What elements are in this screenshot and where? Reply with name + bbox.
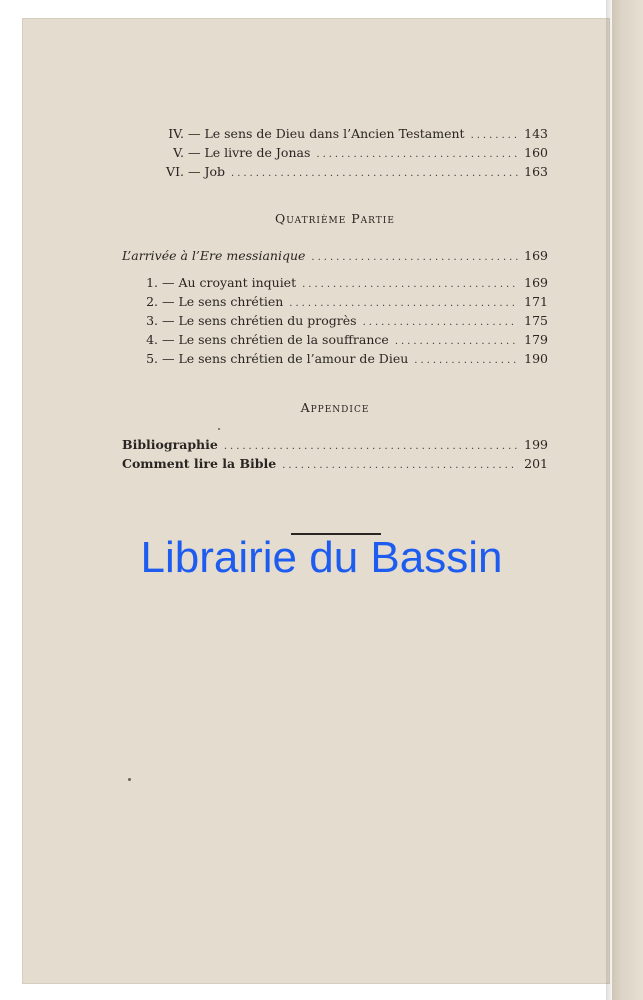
toc-row xyxy=(122,435,548,454)
toc-row-number: 5. xyxy=(146,351,158,366)
toc-row-title: — Le sens chrétien du progrès xyxy=(162,313,357,328)
toc-row-page: 175 xyxy=(524,313,548,328)
toc-row-page: 171 xyxy=(524,294,548,309)
toc-row xyxy=(136,273,548,292)
toc-row-page: 190 xyxy=(524,351,548,366)
toc-row xyxy=(122,454,548,473)
toc-row-title: — Le livre de Jonas xyxy=(188,145,311,160)
toc-row-page: 169 xyxy=(524,275,548,290)
toc-section-part3 xyxy=(150,124,548,181)
toc-row-title: — Job xyxy=(188,164,226,179)
toc-row-number: 2. xyxy=(146,294,158,309)
table-of-contents xyxy=(122,124,548,473)
toc-row-page: 143 xyxy=(524,126,548,141)
toc-dot-leader xyxy=(316,145,518,164)
paper-speck xyxy=(128,778,131,781)
toc-row-number: 4. xyxy=(146,332,158,347)
toc-row-title: L’arrivée à l’Ere messianique xyxy=(122,248,306,263)
toc-section-appendix xyxy=(122,435,548,473)
toc-dot-leader xyxy=(311,248,518,267)
toc-row xyxy=(136,330,548,349)
toc-row xyxy=(136,349,548,368)
toc-row-title: — Le sens chrétien xyxy=(162,294,284,309)
toc-row-number: IV. xyxy=(168,126,184,141)
toc-row-title: — Le sens de Dieu dans l’Ancien Testament xyxy=(188,126,465,141)
toc-sublist xyxy=(136,273,548,368)
toc-row xyxy=(150,124,548,143)
toc-row-number: VI. xyxy=(166,164,184,179)
toc-dot-leader xyxy=(471,126,518,145)
toc-row xyxy=(150,143,548,162)
toc-row-page: 169 xyxy=(524,248,548,263)
toc-row-page: 163 xyxy=(524,164,548,179)
toc-row-title: — Le sens chrétien de l’amour de Dieu xyxy=(162,351,409,366)
section-heading-part4: Quatrième Partie xyxy=(275,211,395,226)
toc-dot-leader xyxy=(282,456,518,475)
toc-row xyxy=(136,292,548,311)
toc-row-title: — Au croyant inquiet xyxy=(162,275,297,290)
toc-row-number: V. xyxy=(173,145,184,160)
toc-row-title: Comment lire la Bible xyxy=(122,456,277,471)
next-page-edge xyxy=(612,0,643,1000)
toc-row-page: 199 xyxy=(524,437,548,452)
toc-row-main xyxy=(122,246,548,265)
toc-row-title: Bibliographie xyxy=(122,437,218,452)
section-heading-appendix: Appendice xyxy=(300,400,370,415)
toc-section-part4 xyxy=(122,246,548,368)
toc-dot-leader xyxy=(395,332,518,351)
toc-row-page: 179 xyxy=(524,332,548,347)
toc-row-number: 3. xyxy=(146,313,158,328)
toc-row xyxy=(150,162,548,181)
toc-row xyxy=(136,311,548,330)
toc-dot-leader xyxy=(302,275,518,294)
toc-row-number: 1. xyxy=(146,275,158,290)
toc-dot-leader xyxy=(231,164,518,183)
toc-row-title: — Le sens chrétien de la souffrance xyxy=(162,332,389,347)
toc-dot-leader xyxy=(414,351,518,370)
toc-row-page: 160 xyxy=(524,145,548,160)
watermark-text: Librairie du Bassin xyxy=(140,533,503,582)
toc-row-page: 201 xyxy=(524,456,548,471)
